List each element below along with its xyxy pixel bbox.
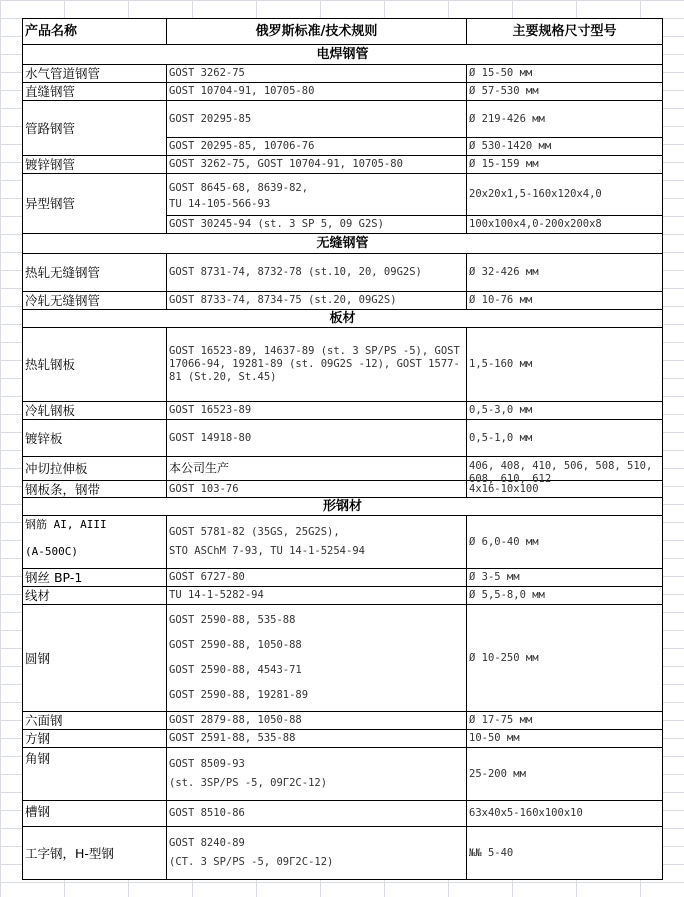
standard-line: GOST 2590-88, 19281-89: [169, 689, 309, 701]
product-cell: 槽钢: [23, 801, 167, 827]
size-cell: Ø 5,5-8,0 мм: [467, 587, 663, 605]
product-cell: 线材: [23, 587, 167, 605]
size-cell: Ø 530-1420 мм: [467, 138, 663, 156]
standard-cell: GOST 16523-89: [167, 402, 467, 420]
product-cell: 角钢: [23, 748, 167, 801]
standard-cell: GOST 103-76: [167, 481, 467, 498]
table-row: [23, 156, 663, 174]
product-cell: 冷轧钢板: [23, 402, 167, 420]
size-cell: 100x100x4,0-200x200x8: [467, 216, 663, 234]
table-row: [23, 402, 663, 420]
size-cell: Ø 15-159 мм: [467, 156, 663, 174]
table-row: [23, 83, 663, 101]
table-row: [23, 254, 663, 292]
size-cell: Ø 10-76 мм: [467, 292, 663, 310]
size-cell: Ø 6,0-40 мм: [467, 516, 663, 569]
size-cell: 0,5-3,0 мм: [467, 402, 663, 420]
standard-cell: GOST 16523-89, 14637-89 (st. 3 SP/PS -5), GOST 17066-94, 19281-89 (st. 09G2S -12), GOST 1577-81 (St.20, St.45): [167, 328, 467, 402]
section-title: 无缝钢管: [23, 234, 663, 254]
standard-cell: GOST 8510-86: [167, 801, 467, 827]
standard-cell: GOST 8731-74, 8732-78 (st.10, 20, 09G2S): [167, 254, 467, 292]
table-row: [23, 174, 663, 216]
size-cell: 4x16-10x100: [467, 481, 663, 498]
product-cell: 冲切拉伸板: [23, 457, 167, 481]
table-row: [23, 605, 663, 712]
section-row: [23, 310, 663, 328]
product-cell: 镀锌钢管: [23, 156, 167, 174]
standard-cell: 本公司生产: [167, 457, 467, 481]
product-line: (A-500C): [25, 545, 78, 558]
header-row: [23, 19, 663, 45]
header-size: 主要规格尺寸型号: [467, 19, 663, 45]
table-row: [23, 587, 663, 605]
standard-line: GOST 8240-89: [169, 837, 245, 849]
standard-line: GOST 8645-68, 8639-82,: [169, 181, 309, 194]
standard-cell: GOST 14918-80: [167, 420, 467, 457]
standard-cell: GOST 2591-88, 535-88: [167, 730, 467, 748]
size-cell: №№ 5-40: [467, 827, 663, 880]
section-row: [23, 234, 663, 254]
standard-cell: GOST 20295-85: [167, 101, 467, 138]
section-title: 形钢材: [23, 498, 663, 516]
size-cell: 20x20x1,5-160x120x4,0: [467, 174, 663, 216]
standard-line: GOST 8509-93: [169, 758, 245, 770]
product-cell: 异型钢管: [23, 174, 167, 234]
standard-line: (st. 3SP/PS -5, 09Г2С-12): [169, 777, 328, 789]
table-row: [23, 481, 663, 498]
table-row: [23, 748, 663, 801]
standard-cell: [167, 174, 467, 216]
product-cell: 钢板条，钢带: [23, 481, 167, 498]
product-cell: 冷轧无缝钢管: [23, 292, 167, 310]
product-cell: 热轧钢板: [23, 328, 167, 402]
standard-cell: [167, 827, 467, 880]
header-product: 产品名称: [23, 19, 167, 45]
product-cell: 六面钢: [23, 712, 167, 730]
table-row: [23, 827, 663, 880]
standard-line: GOST 2590-88, 1050-88: [169, 639, 302, 651]
table-row: [23, 292, 663, 310]
section-title: 板材: [23, 310, 663, 328]
section-title: 电焊钢管: [23, 45, 663, 65]
standard-line: (СТ. 3 SP/PS -5, 09Г2С-12): [169, 856, 334, 868]
size-cell: Ø 17-75 мм: [467, 712, 663, 730]
product-cell: 镀锌板: [23, 420, 167, 457]
standard-line: GOST 5781-82 (35GS, 25G2S),: [169, 526, 340, 538]
product-cell: 直缝钢管: [23, 83, 167, 101]
table-row: [23, 65, 663, 83]
standard-cell: GOST 3262-75: [167, 65, 467, 83]
product-cell: [23, 516, 167, 569]
table-row: [23, 457, 663, 481]
size-cell: [467, 457, 663, 485]
standard-cell: GOST 30245-94 (st. 3 SP 5, 09 G2S): [167, 216, 467, 234]
table-row: [23, 328, 663, 402]
product-cell: 圆钢: [23, 605, 167, 712]
standard-cell: GOST 3262-75, GOST 10704-91, 10705-80: [167, 156, 467, 174]
table-row: [23, 420, 663, 457]
table-row: [23, 801, 663, 827]
standard-cell: GOST 20295-85, 10706-76: [167, 138, 467, 156]
standard-cell: GOST 8733-74, 8734-75 (st.20, 09G2S): [167, 292, 467, 310]
size-cell: Ø 57-530 мм: [467, 83, 663, 101]
section-row: [23, 45, 663, 65]
standard-line: GOST 2590-88, 4543-71: [169, 664, 302, 676]
product-cell: 工字钢，H-型钢: [23, 827, 167, 880]
standard-cell: TU 14-1-5282-94: [167, 587, 467, 605]
standard-cell: GOST 10704-91, 10705-80: [167, 83, 467, 101]
size-cell: 0,5-1,0 мм: [467, 420, 663, 457]
table-row: [23, 712, 663, 730]
size-cell: 1,5-160 мм: [467, 328, 663, 402]
size-cell: Ø 219-426 мм: [467, 101, 663, 138]
size-cell: Ø 32-426 мм: [467, 254, 663, 292]
standard-cell: GOST 2879-88, 1050-88: [167, 712, 467, 730]
standard-cell: GOST 6727-80: [167, 569, 467, 587]
standard-cell: [167, 516, 467, 569]
header-standard: 俄罗斯标准/技术规则: [167, 19, 467, 45]
table-row: [23, 101, 663, 138]
table-row: [23, 730, 663, 748]
product-line: 钢筋 AI, AIII: [25, 518, 107, 531]
size-cell: 25-200 мм: [467, 748, 663, 801]
size-cell: Ø 15-50 мм: [467, 65, 663, 83]
table-row: [23, 516, 663, 569]
size-cell: 10-50 мм: [467, 730, 663, 748]
product-cell: 水气管道钢管: [23, 65, 167, 83]
size-cell: Ø 10-250 мм: [467, 605, 663, 712]
size-cell: Ø 3-5 мм: [467, 569, 663, 587]
table-row: [23, 569, 663, 587]
product-cell: 管路钢管: [23, 101, 167, 156]
standard-cell: [167, 748, 467, 801]
product-standards-table: [22, 18, 663, 880]
standard-cell: [167, 605, 467, 712]
product-cell: 钢丝 BP-1: [23, 569, 167, 587]
section-row: [23, 498, 663, 516]
product-cell: 方钢: [23, 730, 167, 748]
standard-line: STO ASChM 7-93, TU 14-1-5254-94: [169, 545, 365, 557]
size-text: 406, 408, 410, 506, 508, 510, 608, 610, 612: [469, 460, 653, 485]
standard-line: TU 14-105-566-93: [169, 197, 271, 210]
product-cell: 热轧无缝钢管: [23, 254, 167, 292]
size-cell: 63x40x5-160x100x10: [467, 801, 663, 827]
standard-line: GOST 2590-88, 535-88: [169, 614, 296, 626]
